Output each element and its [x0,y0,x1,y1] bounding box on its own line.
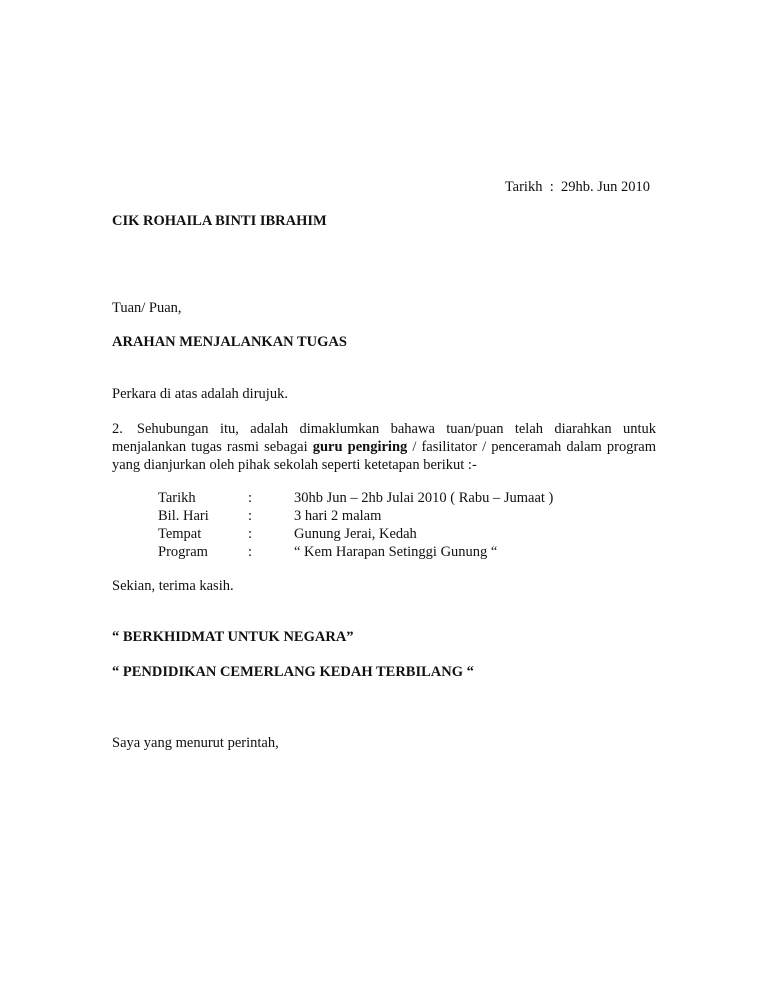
paragraph-text-before: Sehubungan itu, adalah dimaklumkan bahawa tuan/puan telah diarahkan untuk menjalankan tugas rasmi sebagai [112,421,656,455]
detail-colon: : [248,526,253,542]
paragraph-bold-role: guru pengiring [312,439,408,455]
reference-line: Perkara di atas adalah dirujuk. [112,386,288,402]
closing-line: Sekian, terima kasih. [112,578,234,594]
detail-row-bil-hari [158,507,553,525]
body-paragraph [112,420,656,474]
detail-value: Gunung Jerai, Kedah [294,526,417,542]
detail-label: Tempat [158,526,202,542]
letter-subject: ARAHAN MENJALANKAN TUGAS [112,334,347,350]
detail-label: Program [158,544,208,560]
detail-row-tarikh [158,489,553,507]
recipient-name: CIK ROHAILA BINTI IBRAHIM [112,213,327,229]
detail-value: 3 hari 2 malam [294,508,382,524]
detail-label: Bil. Hari [158,508,209,524]
detail-label: Tarikh [158,490,196,506]
detail-row-tempat [158,525,553,543]
motto-berkhidmat: “ BERKHIDMAT UNTUK NEGARA” [112,629,354,645]
details-list [158,489,553,561]
signoff-line: Saya yang menurut perintah, [112,735,279,751]
detail-value: “ Kem Harapan Setinggi Gunung “ [294,544,498,560]
paragraph-number: 2. [112,421,123,437]
detail-colon: : [248,490,253,506]
detail-colon: : [248,544,253,560]
detail-row-program [158,543,553,561]
motto-pendidikan: “ PENDIDIKAN CEMERLANG KEDAH TERBILANG “ [112,664,474,680]
detail-value: 30hb Jun – 2hb Julai 2010 ( Rabu – Jumaat ) [294,490,554,506]
detail-colon: : [248,508,253,524]
salutation: Tuan/ Puan, [112,300,182,316]
letter-date: Tarikh : 29hb. Jun 2010 [504,179,650,195]
paragraph-text-after: / fasilitator / penceramah dalam program yang dianjurkan oleh pihak sekolah seperti ketetapan berikut :- [112,439,656,473]
